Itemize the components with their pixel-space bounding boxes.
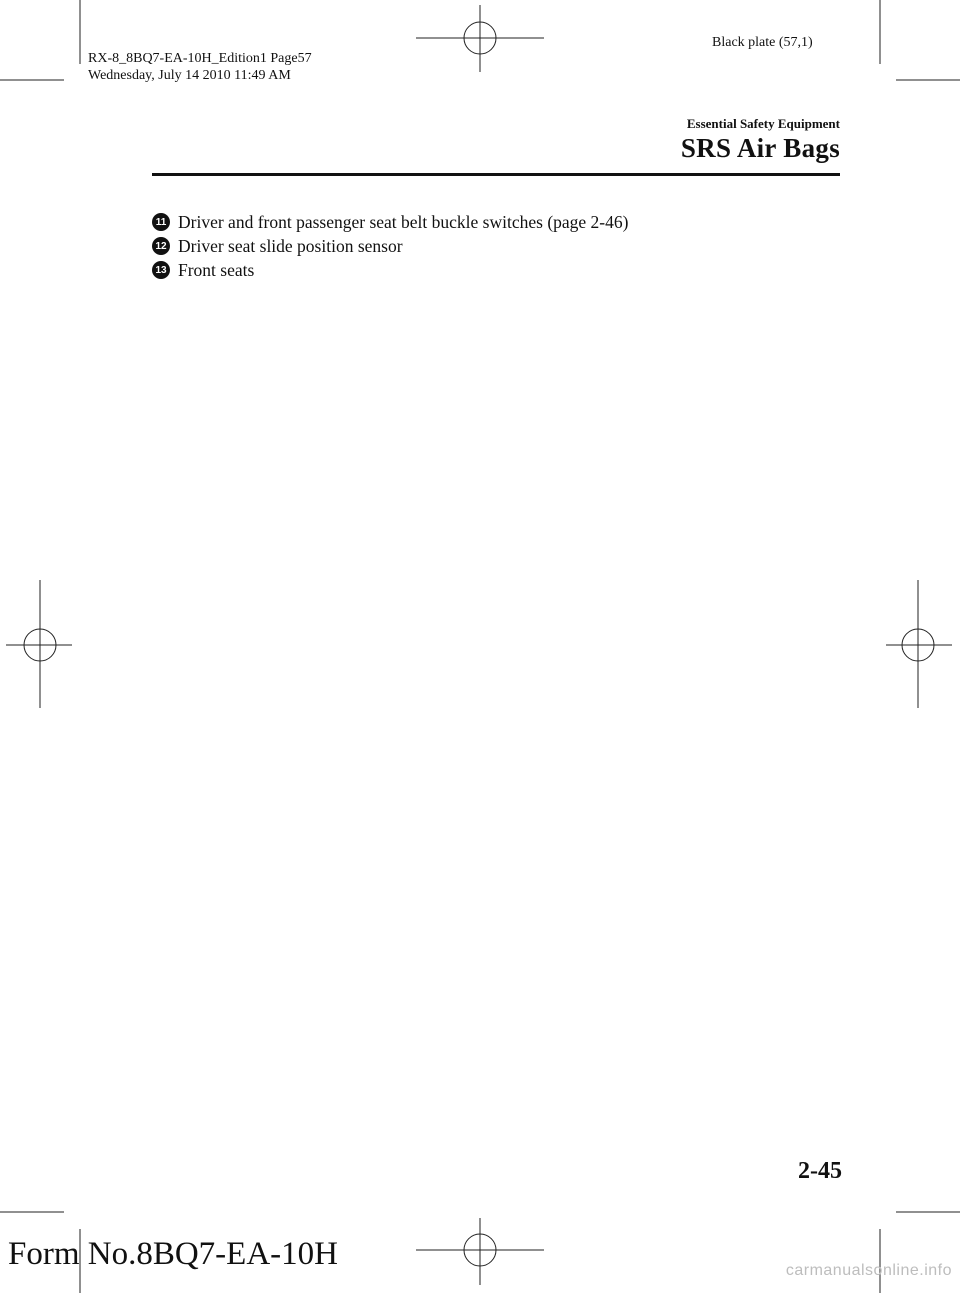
watermark: carmanualsonline.info [785,1262,952,1279]
crop-mark-top-left [0,0,80,80]
title-divider [152,173,840,176]
page-title: SRS Air Bags [680,133,840,163]
item-number-badge: 11 [152,213,170,231]
print-timestamp: Wednesday, July 14 2010 11:49 AM [88,68,291,83]
print-meta [88,50,312,84]
item-number-badge: 12 [152,237,170,255]
item-text: Driver and front passenger seat belt buckle switches (page 2-46) [178,211,629,232]
form-number: Form No.8BQ7-EA-10H [8,1236,338,1272]
crosshair-icon-right [886,580,952,708]
crop-mark-bottom-right [880,1212,960,1293]
component-list [152,210,628,282]
section-label: Essential Safety Equipment [686,116,840,131]
page-number: 2-45 [798,1158,842,1184]
doc-id: RX-8_8BQ7-EA-10H_Edition1 Page57 [88,51,312,66]
crosshair-icon-left [6,580,72,708]
plate-label: Black plate (57,1) [712,35,813,50]
crosshair-icon-bottom [416,1218,544,1285]
item-text: Front seats [178,259,255,280]
item-text: Driver seat slide position sensor [178,235,403,256]
list-item [152,210,628,234]
list-item [152,258,628,282]
item-number-badge: 13 [152,261,170,279]
crosshair-icon-top [416,5,544,72]
list-item [152,234,628,258]
crop-mark-top-right [880,0,960,80]
